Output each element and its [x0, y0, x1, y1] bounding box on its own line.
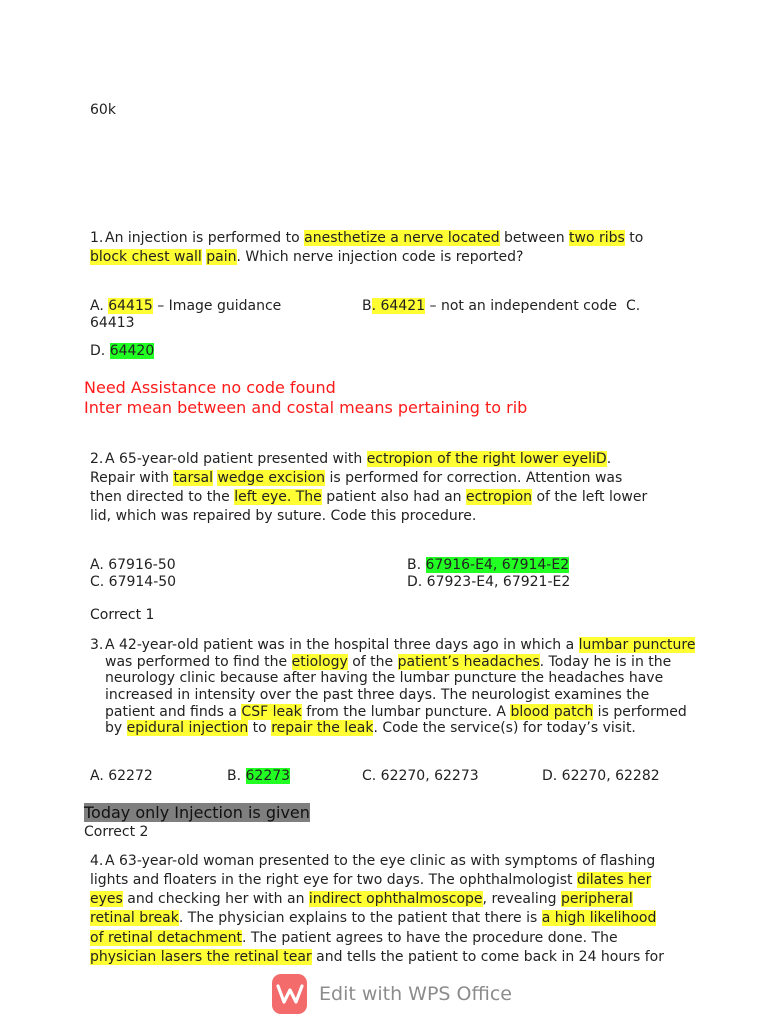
- highlighted-text: blood patch: [510, 704, 594, 720]
- text-run: A 42-year-old patient was in the hospital three days ago in which a: [105, 637, 579, 653]
- text-run: patient also had an: [321, 489, 466, 505]
- text-run: from the lumbar puncture. A: [301, 704, 511, 720]
- text-run: patient and finds a: [105, 704, 242, 720]
- text-run: neurology clinic because after having the lumbar puncture the headaches have: [105, 670, 664, 686]
- text-run: by: [105, 720, 127, 736]
- highlighted-text: retinal break: [90, 910, 179, 926]
- wps-watermark-text: Edit with WPS Office: [319, 983, 512, 1005]
- highlighted-text: physician lasers the retinal tear: [90, 949, 312, 965]
- question-3-line: [105, 669, 663, 687]
- text-run: An injection is performed to: [105, 230, 305, 246]
- question-1-line: [90, 248, 523, 266]
- text-run: , revealing: [482, 891, 561, 907]
- highlighted-text: ectropion of the right lower eyeliD: [366, 451, 607, 467]
- text-run: – not an independent code: [425, 298, 617, 314]
- highlighted-text: repair the leak: [271, 720, 374, 736]
- highlighted-text: block chest wall: [90, 249, 202, 265]
- highlighted-text: CSF leak: [241, 704, 302, 720]
- question-1-option-a: [90, 297, 281, 315]
- text-run: lights and floaters in the right eye for two days. The ophthalmologist: [90, 872, 577, 888]
- text-run: and checking her with an: [122, 891, 309, 907]
- highlighted-text: lumbar puncture: [578, 637, 696, 653]
- text-run: . Which nerve injection code is reported?: [236, 249, 524, 265]
- question-3-line: [105, 686, 649, 704]
- question-2-option-d: D. 67923-E4, 67921-E2: [407, 574, 571, 590]
- question-3-line: [105, 636, 695, 654]
- question-1-option-d: [90, 342, 154, 360]
- text-run: A.: [90, 298, 109, 314]
- question-2-option-b: [407, 556, 569, 574]
- highlighted-text: anesthetize a nerve located: [304, 230, 500, 246]
- question-2-line: [90, 507, 476, 525]
- question-1-option-b: [362, 297, 617, 315]
- question-4-line: [90, 929, 618, 947]
- highlighted-text: 64415: [108, 298, 153, 314]
- text-run: .: [606, 451, 612, 467]
- text-run: lid, which was repaired by suture. Code this procedure.: [90, 508, 477, 524]
- text-run: to: [248, 720, 272, 736]
- text-run: B.: [227, 768, 246, 784]
- question-3-option-b: [227, 767, 290, 785]
- correct-note-1: Correct 1: [90, 607, 155, 623]
- text-run: then directed to the: [90, 489, 235, 505]
- answer-highlight: 62273: [245, 768, 291, 784]
- correct-note-2: Correct 2: [84, 824, 149, 840]
- highlighted-text: pain: [206, 249, 237, 265]
- highlighted-text: indirect ophthalmoscope: [308, 891, 483, 907]
- question-1-option-c-label: C.: [626, 298, 641, 314]
- question-4-line: [90, 890, 633, 908]
- question-2-line: [90, 488, 647, 506]
- text-run: is performed: [593, 704, 687, 720]
- text-run: of the left lower: [532, 489, 648, 505]
- highlighted-text: epidural injection: [126, 720, 249, 736]
- highlighted-text: dilates her: [577, 872, 652, 888]
- text-run: was performed to find the: [105, 654, 292, 670]
- question-4-line: [90, 909, 656, 927]
- text-run: . The physician explains to the patient that there is: [178, 910, 542, 926]
- text-run: and tells the patient to come back in 24 hours for: [311, 949, 664, 965]
- question-4-line: [90, 948, 664, 966]
- question-3-option-a: A. 62272: [90, 768, 153, 784]
- highlighted-text: . 64421: [371, 298, 426, 314]
- text-run: of the: [347, 654, 398, 670]
- text-run: B.: [407, 557, 426, 573]
- answer-highlight: 64420: [109, 343, 155, 359]
- question-1-line: [105, 229, 643, 247]
- highlighted-text: of retinal detachment: [90, 930, 242, 946]
- question-3-option-d: D. 62270, 62282: [542, 768, 660, 784]
- question-4-line: [105, 852, 655, 870]
- question-4-number: 4.: [90, 853, 104, 869]
- text-run: . Today he is in the: [539, 654, 672, 670]
- highlighted-text: eyes: [90, 891, 123, 907]
- text-run: to: [624, 230, 644, 246]
- text-run: . Code the service(s) for today’s visit.: [373, 720, 636, 736]
- highlighted-text: peripheral: [560, 891, 633, 907]
- question-1-number: 1.: [90, 230, 104, 246]
- highlighted-text: two ribs: [569, 230, 625, 246]
- text-run: D.: [90, 343, 110, 359]
- text-run: between: [499, 230, 570, 246]
- question-2-option-a: A. 67916-50: [90, 557, 176, 573]
- question-3-line: [105, 719, 636, 737]
- text-run: – Image guidance: [152, 298, 282, 314]
- text-run: A 65-year-old patient presented with: [105, 451, 367, 467]
- wps-watermark-button[interactable]: [272, 972, 512, 1016]
- highlighted-text: patient’s headaches: [397, 654, 540, 670]
- answer-highlight: 67916-E4, 67914-E2: [425, 557, 570, 573]
- question-2-number: 2.: [90, 451, 104, 467]
- highlighted-text: left eye. The: [234, 489, 322, 505]
- header-text: 60k: [90, 102, 116, 118]
- text-run: A 63-year-old woman presented to the eye clinic as with symptoms of flashing: [105, 853, 656, 869]
- injection-note-text: Today only Injection is given: [84, 803, 310, 822]
- highlighted-text: a high likelihood: [541, 910, 657, 926]
- assistance-note-line: Inter mean between and costal means pertaining to rib: [84, 398, 528, 417]
- highlighted-text: etiology: [291, 654, 348, 670]
- question-3-option-c: C. 62270, 62273: [362, 768, 479, 784]
- highlighted-text: tarsal: [173, 470, 214, 486]
- question-2-option-c: C. 67914-50: [90, 574, 177, 590]
- assistance-note-line: Need Assistance no code found: [84, 378, 336, 397]
- text-run: is performed for correction. Attention was: [325, 470, 623, 486]
- text-run: Repair with: [90, 470, 174, 486]
- injection-note: [84, 803, 310, 824]
- highlighted-text: wedge excision: [217, 470, 325, 486]
- question-4-line: [90, 871, 651, 889]
- question-1-option-c-code: 64413: [90, 315, 135, 331]
- text-run: B: [362, 298, 372, 314]
- text-run: . The patient agrees to have the procedure done. The: [241, 930, 618, 946]
- question-3-number: 3.: [90, 637, 104, 653]
- question-2-line: [105, 450, 611, 468]
- text-run: increased in intensity over the past three days. The neurologist examines the: [105, 687, 650, 703]
- highlighted-text: ectropion: [466, 489, 533, 505]
- wps-logo-icon: [272, 974, 307, 1014]
- question-2-line: [90, 469, 622, 487]
